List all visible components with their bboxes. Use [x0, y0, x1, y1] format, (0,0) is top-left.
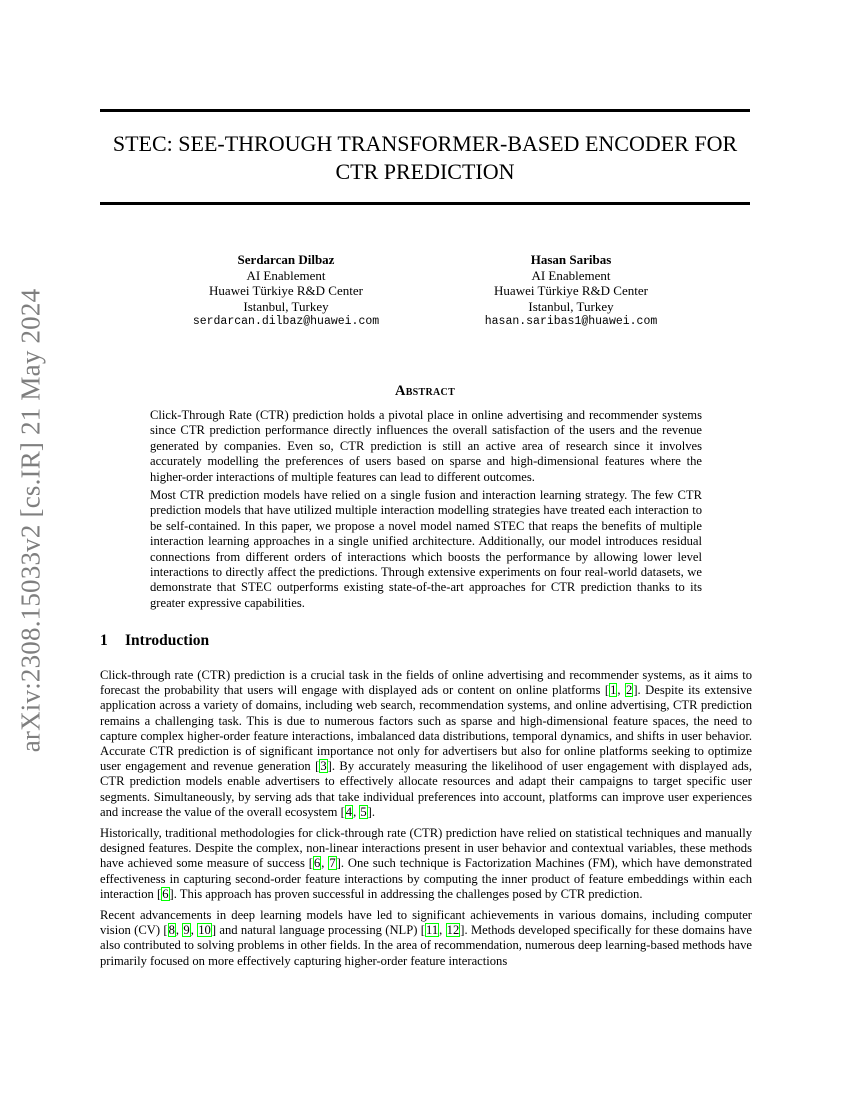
citation-link[interactable]: 2	[626, 683, 633, 698]
author-name: Hasan Saribas	[530, 252, 612, 267]
author-organization: Huawei Türkiye R&D Center	[209, 283, 363, 298]
author-department: AI Enablement	[246, 267, 326, 283]
title-line-1: STEC: SEE-THROUGH TRANSFORMER-BASED ENCODER FOR	[112, 131, 738, 156]
citation-link[interactable]: 6	[313, 856, 321, 871]
citation-link[interactable]: 11	[426, 923, 439, 938]
body-paragraph: Recent advancements in deep learning models have led to significant achievements in various domains, including computer vision (CV) [8, 9, 10] and natural language processing (NLP) [11, 12]. Methods developed specifically for these domains have also contributed to solving problems in other fields. In the area of recommendation, numerous deep learning-based methods have primarily focused on more effectively capturing higher-order feature interactions	[100, 908, 753, 968]
abstract-paragraph: Click-Through Rate (CTR) prediction holds a pivotal place in online advertising and recommender systems since CTR prediction performance directly influences the overall satisfaction of the users and the revenue generated by companies. Even so, CTR prediction is still an active area of research since it involves accurately modelling the preferences of users based on sparse and high-dimensional features where the higher-order interactions of multiple features can lead to different outcomes.	[150, 408, 702, 484]
author-department: AI Enablement	[531, 267, 611, 283]
citation-link[interactable]: 10	[198, 923, 211, 938]
citation-link[interactable]: 4	[345, 804, 353, 819]
body-paragraph: Click-through rate (CTR) prediction is a crucial task in the fields of online advertising and recommender systems, as it aims to forecast the probability that users will engage with displayed ads or content on online platforms [1, 2]. Despite its extensive application across a variety of domains, including web search, recommendation systems, and online advertising, CTR prediction remains a challenging task. This is due to numerous factors such as sparse and high-dimensional feature spaces, the need to capture complex higher-order feature interactions, imbalanced data distributions, temporal dynamics, and shifts in user behavior. Accurate CTR prediction is of significant importance not only for advertisers but also for online platforms seeking to optimize user engagement and revenue generation [3]. By accurately measuring the likelihood of user engagement with displayed ads, CTR prediction models enable advertisers to effectively allocate resources and adapt their campaigns to target specific user segments. Simultaneously, by serving ads that take individual preferences into account, platforms can improve user experiences and increase the value of the overall ecosystem [4, 5].	[100, 668, 753, 819]
arxiv-stamp-text: arXiv:2308.15033v2 [cs.IR] 21 May 2024	[15, 288, 46, 752]
author-block	[431, 252, 711, 330]
author-email[interactable]: hasan.saribas1@huawei.com	[484, 315, 658, 328]
abstract-body	[150, 408, 702, 614]
citation-link[interactable]: 1	[610, 683, 617, 698]
title-bottom-rule	[100, 202, 750, 205]
body-paragraph: Historically, traditional methodologies for click-through rate (CTR) prediction have relied on statistical techniques and manually designed features. Despite the complex, non-linear interactions present in user behavior and contextual variables, these methods have achieved some measure of success [6, 7]. One such technique is Factorization Machines (FM), which have demonstrated effectiveness in capturing second-order feature interactions by computing the inner product of feature embeddings within each interaction [6]. This approach has proven successful in addressing the challenges posed by CTR prediction.	[100, 826, 753, 901]
author-name: Serdarcan Dilbaz	[237, 252, 335, 267]
author-city: Istanbul, Turkey	[243, 298, 329, 314]
citation-link[interactable]: 5	[360, 804, 367, 819]
arxiv-stamp	[2, 290, 60, 750]
section-number: 1	[100, 632, 108, 649]
citation-link[interactable]: 6	[162, 886, 169, 901]
author-email[interactable]: serdarcan.dilbaz@huawei.com	[192, 315, 380, 328]
author-city: Istanbul, Turkey	[528, 298, 614, 314]
paper-title	[100, 130, 750, 186]
title-line-2: CTR PREDICTION	[335, 159, 515, 184]
abstract-paragraph: Most CTR prediction models have relied on a single fusion and interaction learning strategy. The few CTR prediction models that have utilized multiple interaction modelling strategies have treated each interaction to be self-contained. In this paper, we propose a novel model named STEC that reaps the benefits of multiple interaction learning approaches in a single unified architecture. Additionally, our model introduces residual connections from different orders of interactions which boosts the performance by allowing lower level interactions to directly affect the predictions. Through extensive experiments on four real-world datasets, we demonstrate that STEC outperforms existing state-of-the-art approaches for CTR prediction thanks to its greater expressive capabilities.	[150, 488, 702, 610]
citation-link[interactable]: 12	[446, 923, 460, 938]
author-block	[146, 252, 426, 330]
author-organization: Huawei Türkiye R&D Center	[494, 283, 648, 298]
citation-link[interactable]: 8	[168, 923, 175, 938]
citation-link[interactable]: 9	[183, 923, 190, 938]
section-body	[100, 668, 752, 975]
section-title: Introduction	[125, 632, 210, 649]
section-heading	[100, 632, 209, 650]
citation-link[interactable]: 7	[329, 856, 336, 871]
abstract-heading: Abstract	[394, 383, 456, 399]
citation-link[interactable]: 3	[320, 759, 327, 774]
title-top-rule	[100, 109, 750, 112]
